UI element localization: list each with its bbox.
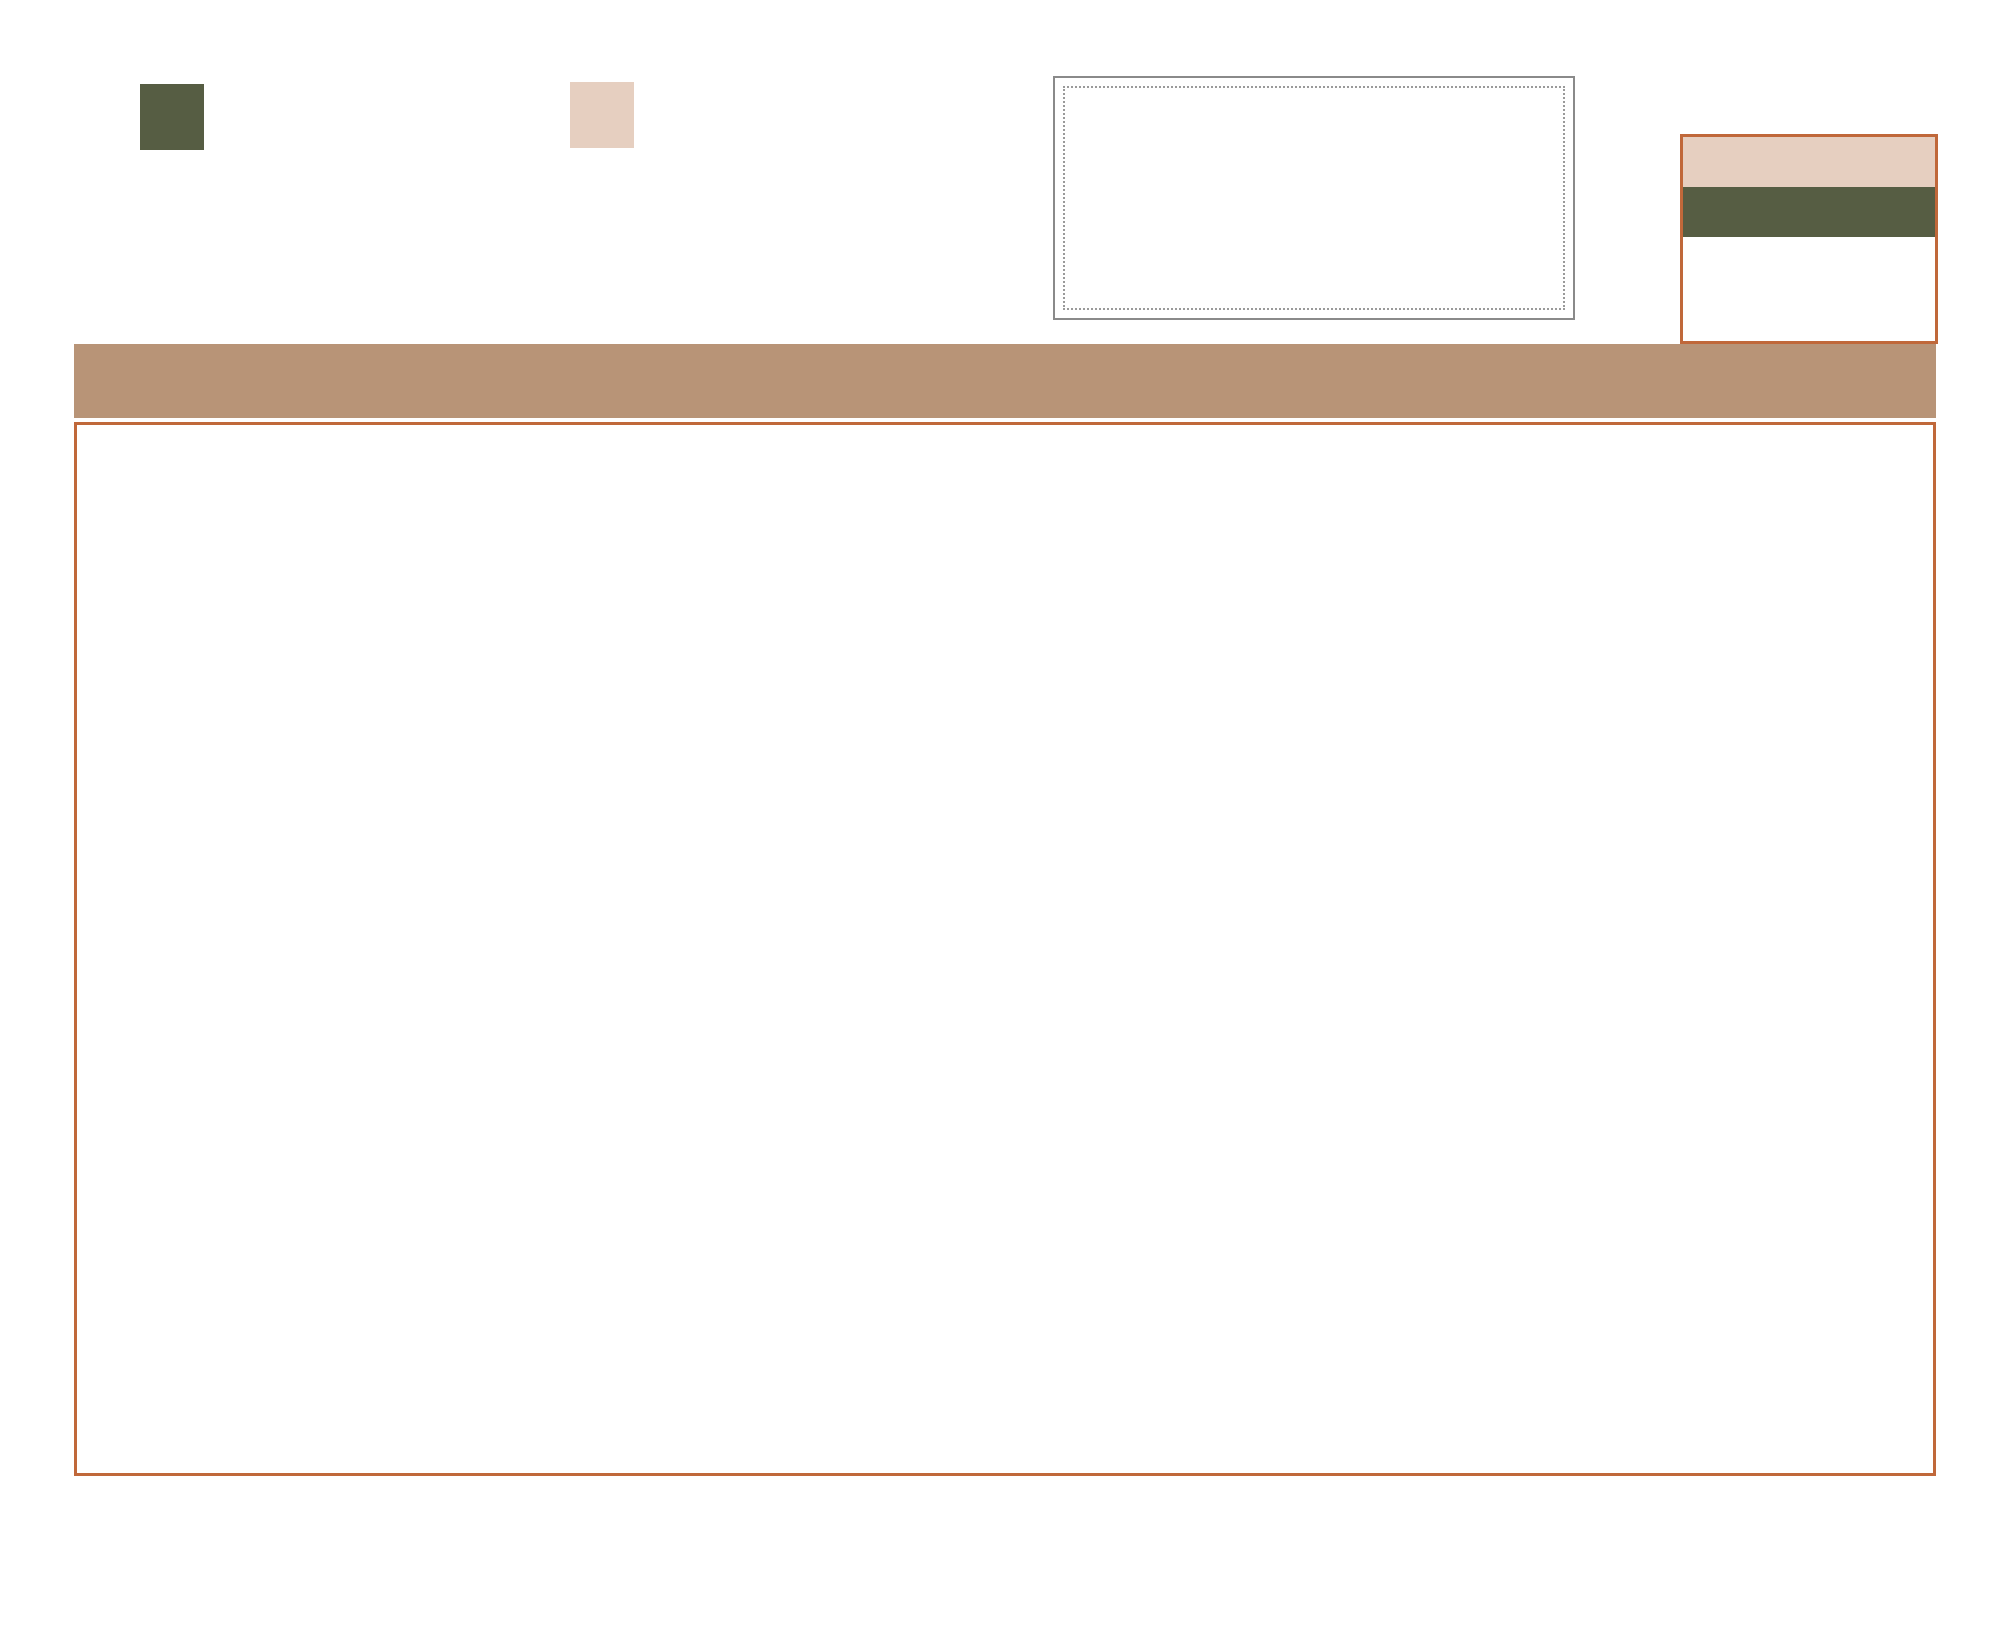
shop-hours-swatch [570, 82, 634, 148]
weekday-header [74, 344, 1936, 418]
shop-hours-band [1683, 137, 1935, 187]
weekly-tasters-frame [1063, 86, 1565, 310]
open-clay-band [1683, 187, 1935, 237]
open-clay-swatch [140, 84, 204, 150]
weekly-tasters-box [1053, 76, 1575, 320]
calendar-grid [74, 422, 1936, 1476]
day-cell-1[interactable] [1680, 134, 1938, 344]
